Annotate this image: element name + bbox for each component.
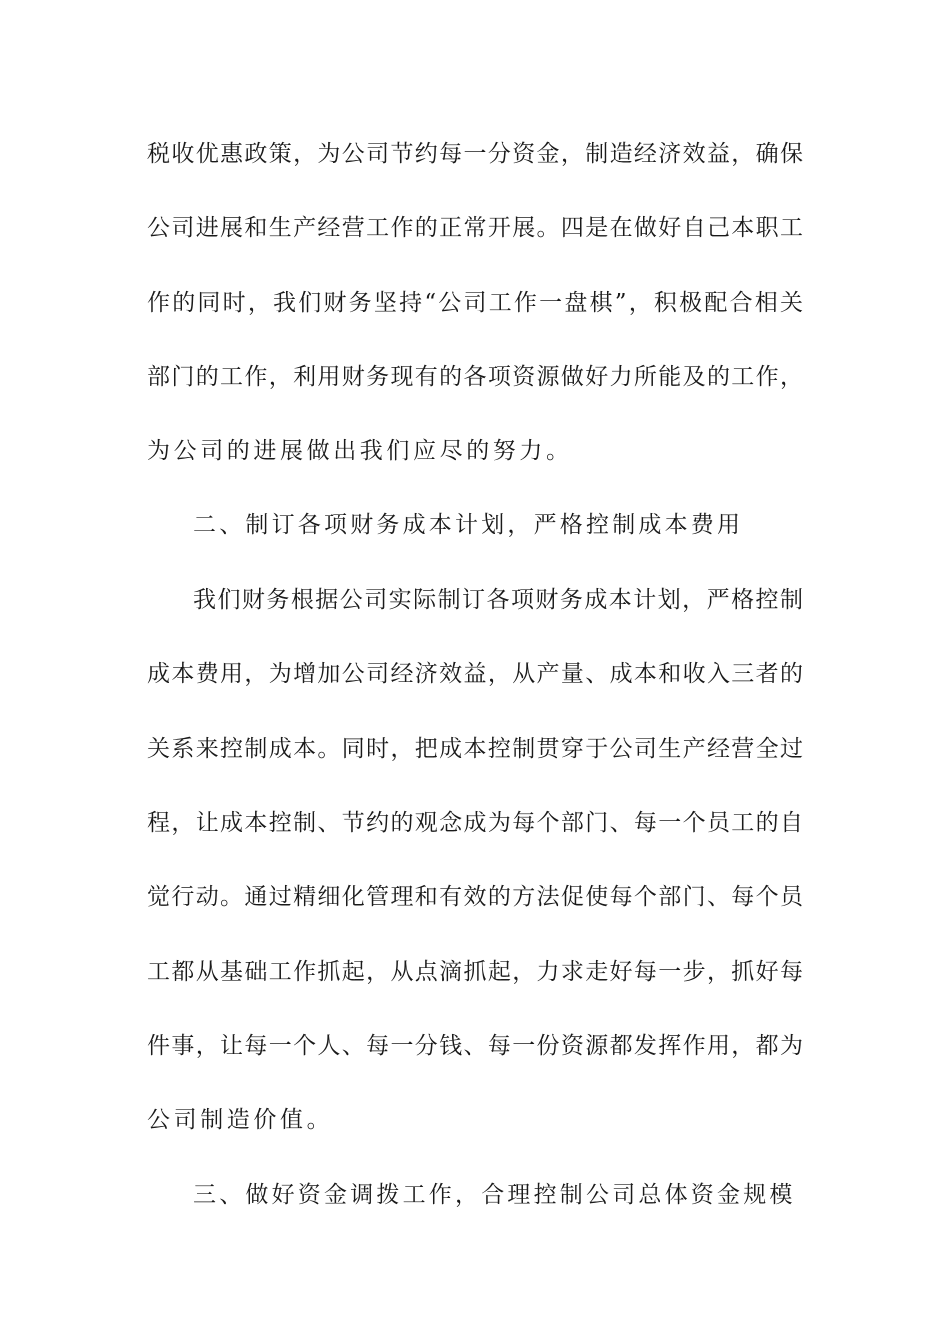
- paragraph-line: 觉行动。通过精细化管理和有效的方法促使每个部门、每个员: [147, 884, 803, 910]
- paragraph-line: 公司制造价值。: [147, 1107, 334, 1133]
- section-heading: 二、制订各项财务成本计划，严格控制成本费用: [193, 512, 744, 538]
- paragraph-line: 税收优惠政策，为公司节约每一分资金，制造经济效益，确保: [147, 141, 803, 167]
- paragraph-line: 公司进展和生产经营工作的正常开展。四是在做好自己本职工: [147, 215, 803, 241]
- section-heading: 三、做好资金调拨工作，合理控制公司总体资金规模: [193, 1182, 796, 1208]
- paragraph-line: 为公司的进展做出我们应尽的努力。: [147, 438, 573, 464]
- paragraph-line: 成本费用，为增加公司经济效益，从产量、成本和收入三者的: [147, 661, 803, 687]
- paragraph-line: 工都从基础工作抓起，从点滴抓起，力求走好每一步，抓好每: [147, 959, 803, 985]
- paragraph-line: 作的同时，我们财务坚持“公司工作一盘棋”，积极配合相关: [147, 290, 803, 316]
- paragraph-line: 关系来控制成本。同时，把成本控制贯穿于公司生产经营全过: [147, 736, 803, 762]
- paragraph-line: 程，让成本控制、节约的观念成为每个部门、每一个员工的自: [147, 810, 803, 836]
- paragraph-line: 部门的工作，利用财务现有的各项资源做好力所能及的工作，: [147, 364, 803, 390]
- paragraph-line: 我们财务根据公司实际制订各项财务成本计划，严格控制: [193, 587, 803, 613]
- paragraph-line: 件事，让每一个人、每一分钱、每一份资源都发挥作用，都为: [147, 1033, 803, 1059]
